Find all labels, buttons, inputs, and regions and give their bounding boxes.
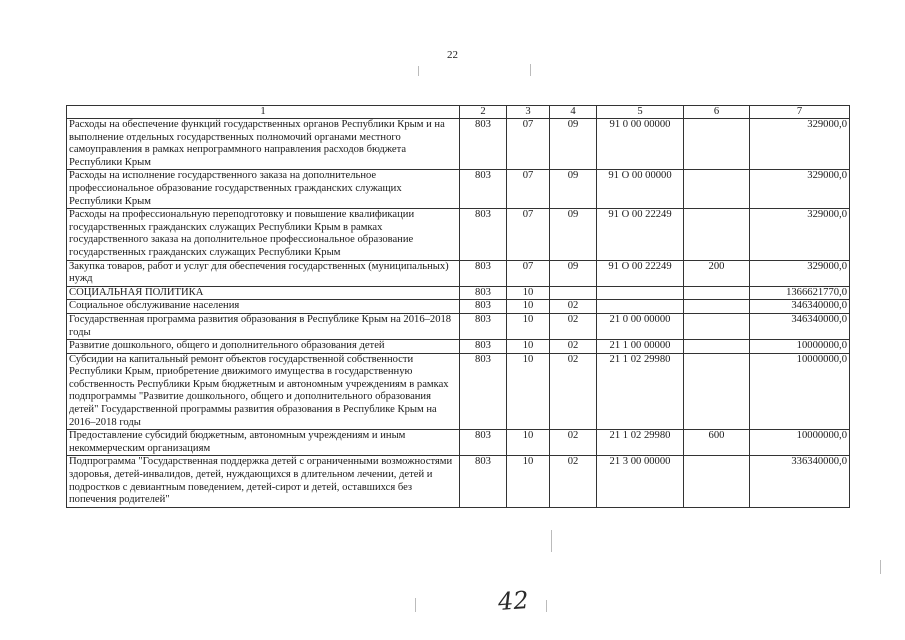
amount-cell: 10000000,0 [750,430,850,456]
amount-cell: 1366621770,0 [750,286,850,300]
target-article-cell: 21 1 02 29980 [597,353,684,430]
code-cell: 803 [460,340,507,354]
subsection-cell: 09 [550,260,597,286]
scan-artifact [551,530,552,552]
amount-cell: 329000,0 [750,119,850,170]
section-cell: 10 [507,300,550,314]
amount-cell: 10000000,0 [750,353,850,430]
table-row [67,260,850,286]
section-cell: 10 [507,340,550,354]
section-cell: 10 [507,313,550,339]
expense-type-cell [684,119,750,170]
subsection-cell: 09 [550,119,597,170]
table-row [67,313,850,339]
subsection-cell [550,286,597,300]
code-cell: 803 [460,119,507,170]
column-header: 5 [597,106,684,119]
table-row [67,340,850,354]
section-cell: 07 [507,209,550,260]
amount-cell: 346340000,0 [750,313,850,339]
amount-cell: 346340000,0 [750,300,850,314]
table-row [67,456,850,507]
expense-type-cell [684,209,750,260]
table-row [67,170,850,209]
target-article-cell: 21 1 00 00000 [597,340,684,354]
target-article-cell: 21 3 00 00000 [597,456,684,507]
section-cell: 10 [507,430,550,456]
code-cell: 803 [460,286,507,300]
row-name-cell: Закупка товаров, работ и услуг для обеспечения государственных (муниципальных) нужд [67,260,460,286]
expense-type-cell [684,313,750,339]
column-header: 6 [684,106,750,119]
subsection-cell: 09 [550,209,597,260]
row-name-cell: Субсидии на капитальный ремонт объектов государственной собственности Республики Крым, приобретение движимого имущества в государственную собственность Республики Крым бюджетным и автономным учреждениям в рамках подпрограммы "Развитие дошкольного, общего и дополнительного образования детей" Государственной программы развития образования в Республике Крым на 2016–2018 годы [67,353,460,430]
column-header: 2 [460,106,507,119]
section-cell: 10 [507,456,550,507]
amount-cell: 336340000,0 [750,456,850,507]
table-row [67,286,850,300]
code-cell: 803 [460,313,507,339]
table-row [67,353,850,430]
table-header-row [67,106,850,119]
budget-table [66,105,850,508]
target-article-cell: 21 0 00 00000 [597,313,684,339]
subsection-cell: 02 [550,430,597,456]
section-cell: 10 [507,353,550,430]
row-name-cell: Подпрограмма "Государственная поддержка детей с ограниченными возможностями здоровья, детей-инвалидов, детей, нуждающихся в длительном лечении, детей и подростков с девиантным поведением, детей-сирот и детей, оставшихся без попечения родителей" [67,456,460,507]
expense-type-cell: 200 [684,260,750,286]
amount-cell: 329000,0 [750,170,850,209]
code-cell: 803 [460,353,507,430]
target-article-cell [597,286,684,300]
section-cell: 07 [507,170,550,209]
code-cell: 803 [460,456,507,507]
row-name-cell: Государственная программа развития образования в Республике Крым на 2016–2018 годы [67,313,460,339]
subsection-cell: 02 [550,340,597,354]
handwritten-page-number: 42 [497,585,530,617]
code-cell: 803 [460,300,507,314]
target-article-cell: 91 О 00 22249 [597,209,684,260]
page-number: 22 [447,49,458,61]
scan-artifact [530,64,531,76]
table-row [67,300,850,314]
expense-type-cell [684,456,750,507]
target-article-cell: 91 О 00 22249 [597,260,684,286]
table-body [67,119,850,508]
target-article-cell: 21 1 02 29980 [597,430,684,456]
code-cell: 803 [460,430,507,456]
table-row [67,119,850,170]
column-header: 1 [67,106,460,119]
section-cell: 07 [507,119,550,170]
code-cell: 803 [460,209,507,260]
target-article-cell: 91 0 00 00000 [597,119,684,170]
row-name-cell: Социальное обслуживание населения [67,300,460,314]
subsection-cell: 02 [550,353,597,430]
scan-artifact [418,66,419,76]
row-name-cell: СОЦИАЛЬНАЯ ПОЛИТИКА [67,286,460,300]
subsection-cell: 09 [550,170,597,209]
subsection-cell: 02 [550,456,597,507]
column-header: 3 [507,106,550,119]
row-name-cell: Расходы на профессиональную переподготовку и повышение квалификации государственных гражданских служащих Республики Крым в рамках государственного заказа на дополнительное профессиональное образование государственных гражданских служащих Республики Крым [67,209,460,260]
scan-artifact [880,560,881,574]
expense-type-cell [684,286,750,300]
target-article-cell [597,300,684,314]
scan-artifact [546,600,547,612]
row-name-cell: Предоставление субсидий бюджетным, автономным учреждениям и иным некоммерческим организациям [67,430,460,456]
subsection-cell: 02 [550,313,597,339]
expense-type-cell [684,300,750,314]
table-row [67,430,850,456]
target-article-cell: 91 О 00 00000 [597,170,684,209]
expense-type-cell [684,170,750,209]
amount-cell: 329000,0 [750,260,850,286]
column-header: 4 [550,106,597,119]
amount-cell: 10000000,0 [750,340,850,354]
row-name-cell: Расходы на обеспечение функций государственных органов Республики Крым и на выполнение отдельных государственных полномочий органами местного самоуправления в рамках непрограммного направления расходов бюджета Республики Крым [67,119,460,170]
expense-type-cell [684,353,750,430]
code-cell: 803 [460,260,507,286]
expense-type-cell: 600 [684,430,750,456]
subsection-cell: 02 [550,300,597,314]
amount-cell: 329000,0 [750,209,850,260]
row-name-cell: Развитие дошкольного, общего и дополнительного образования детей [67,340,460,354]
section-cell: 07 [507,260,550,286]
scan-artifact [415,598,416,612]
expense-type-cell [684,340,750,354]
column-header: 7 [750,106,850,119]
table-row [67,209,850,260]
section-cell: 10 [507,286,550,300]
code-cell: 803 [460,170,507,209]
row-name-cell: Расходы на исполнение государственного заказа на дополнительное профессиональное образование государственных гражданских служащих Республики Крым [67,170,460,209]
